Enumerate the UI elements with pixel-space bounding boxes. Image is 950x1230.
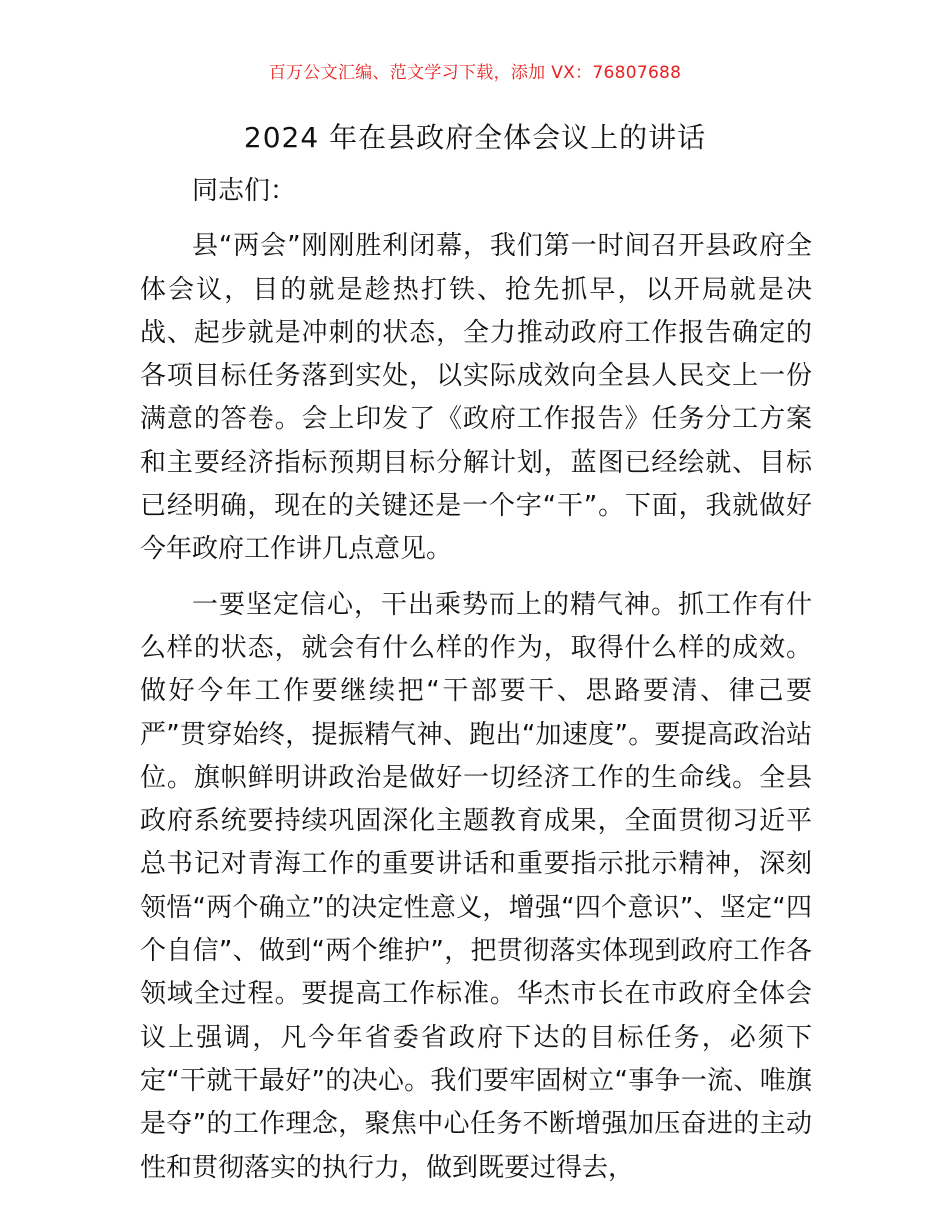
body-paragraph: 县“两会”刚刚胜利闭幕，我们第一时间召开县政府全体会议，目的就是趁热打铁、抢先抓早，以开局就是决战、起步就是冲刺的状态，全力推动政府工作报告确定的各项目标任务落到实处，以实际成效向全县人民交上一份满意的答卷。会上印发了《政府工作报告》任务分工方案和主要经济指标预期目标分解计划，蓝图已经绘就、目标已经明确，现在的关键还是一个字“干”。下面，我就做好今年政府工作讲几点意见。 <box>140 231 812 565</box>
document-title: 2024 年在县政府全体会议上的讲话 <box>243 121 707 154</box>
body-paragraph: 一要坚定信心，干出乘势而上的精气神。抓工作有什么样的状态，就会有什么样的作为，取得什么样的成效。做好今年工作要继续把“干部要干、思路要清、律己要严”贯穿始终，提振精气神、跑出“加速度”。要提高政治站位。旗帜鲜明讲政治是做好一切经济工作的生命线。全县政府系统要持续巩固深化主题教育成果，全面贯彻习近平总书记对青海工作的重要讲话和重要指示批示精神，深刻领悟“两个确立”的决定性意义，增强“四个意识”、坚定“四个自信”、做到“两个维护”，把贯彻落实体现到政府工作各领域全过程。要提高工作标准。华杰市长在市政府全体会议上强调，凡今年省委省政府下达的目标任务，必须下定“干就干最好”的决心。我们要牢固树立“事争一流、唯旗是夺”的工作理念，聚焦中心任务不断增强加压奋进的主动性和贯彻落实的执行力，做到既要过得去， <box>140 589 812 1183</box>
salutation: 同志们： <box>192 176 297 206</box>
document-body <box>140 170 812 1202</box>
header-watermark-note: 百万公文汇编、范文学习下载，添加 VX：76807688 <box>268 63 682 83</box>
